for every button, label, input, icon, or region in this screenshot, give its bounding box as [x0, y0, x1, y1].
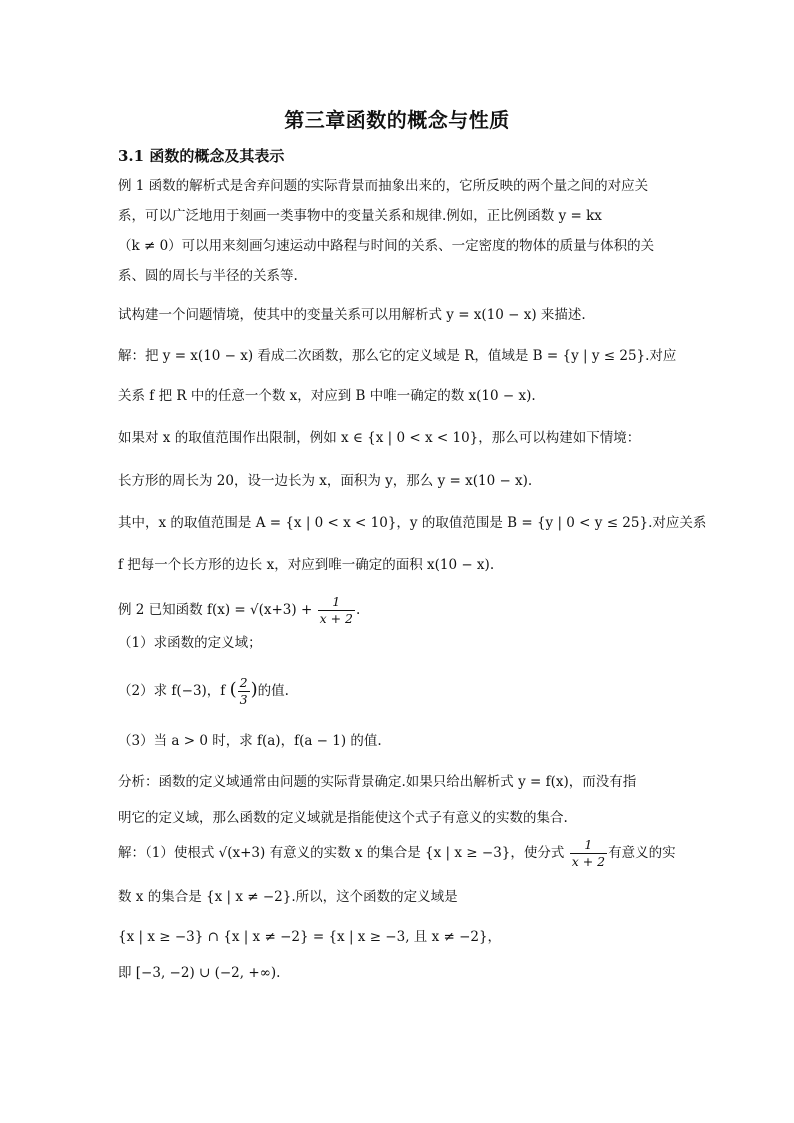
example-2-line [118, 592, 678, 628]
fraction-denominator: x + 2 [319, 611, 353, 626]
solution-line: 即 [−3, −2) ∪ (−2, +∞). [118, 965, 281, 981]
paragraph-line: 例 1 函数的解析式是舍弃问题的实际背景而抽象出来的，它所反映的两个量之间的对应关 [118, 178, 649, 194]
analysis-line: 分析：函数的定义域通常由问题的实际背景确定.如果只给出解析式 y = f(x)，而没有指 [118, 774, 637, 790]
chapter-title: 第三章函数的概念与性质 [284, 108, 510, 132]
solution-line: {x | x ≥ −3} ∩ {x | x ≠ −2} = {x | x ≥ −3, 且 x ≠ −2}， [118, 929, 502, 945]
question-3-line: （3）当 a > 0 时，求 f(a)，f(a − 1) 的值. [118, 733, 382, 749]
solution-text: 解：（1）使根式 √(x+3) 有意义的实数 x 的集合是 {x | x ≥ −3}，使分式 [118, 845, 565, 861]
question-1-line: （1）求函数的定义域； [118, 635, 262, 651]
paragraph-line: 系、圆的周长与半径的关系等. [118, 268, 298, 284]
fraction-denominator: 3 [239, 692, 248, 707]
paragraph-line: （k ≠ 0）可以用来刻画匀速运动中路程与时间的关系、一定密度的物体的质量与体积的关 [118, 238, 655, 254]
punctuation: . [356, 602, 361, 618]
fraction-two-thirds [238, 675, 250, 708]
section-heading: 3.1 函数的概念及其表示 [118, 147, 285, 165]
example-2-text: 例 2 已知函数 f(x) = √(x+3) + [118, 602, 313, 618]
analysis-line: 明它的定义域，那么函数的定义域就是指能使这个式子有意义的实数的集合. [118, 810, 568, 826]
fraction-one-over-x-plus-2 [570, 837, 607, 870]
solution-line [118, 834, 678, 872]
fraction-denominator: x + 2 [571, 854, 606, 869]
question-2-text: （2）求 f(−3)，f [118, 683, 226, 699]
paragraph-line: 如果对 x 的取值范围作出限制，例如 x ∈ {x | 0 < x < 10}，那么可以构建如下情境： [118, 430, 641, 446]
solution-tail: 有意义的实 [608, 845, 676, 861]
paragraph-line: 解：把 y = x(10 − x) 看成二次函数，那么它的定义域是 R，值域是 B = {y | y ≤ 25}.对应 [118, 348, 677, 364]
paragraph-line: 关系 f 把 R 中的任意一个数 x，对应到 B 中唯一确定的数 x(10 − x). [118, 388, 536, 404]
paragraph-line: f 把每一个长方形的边长 x，对应到唯一确定的面积 x(10 − x). [118, 557, 495, 573]
fraction-numerator: 2 [239, 675, 248, 690]
fraction-one-over-x-plus-2 [318, 594, 355, 627]
paragraph-line: 其中，x 的取值范围是 A = {x | 0 < x < 10}，y 的取值范围是 B = {y | 0 < y ≤ 25}.对应关系 [118, 515, 707, 531]
fraction-numerator: 1 [570, 837, 607, 854]
question-2-line: （2）求 f(−3)，f ( $\frac{2}{3}$ )的值. [118, 675, 289, 707]
paragraph-line: 长方形的周长为 20，设一边长为 x，面积为 y，那么 y = x(10 − x). [118, 473, 533, 489]
paragraph-line: 系，可以广泛地用于刻画一类事物中的变量关系和规律.例如，正比例函数 y = kx [118, 208, 602, 224]
fraction-numerator: 1 [318, 594, 355, 611]
solution-line: 数 x 的集合是 {x | x ≠ −2}.所以，这个函数的定义域是 [118, 889, 458, 905]
question-2-tail: 的值. [257, 683, 289, 699]
paragraph-line: 试构建一个问题情境，使其中的变量关系可以用解析式 y = x(10 − x) 来描述. [118, 307, 586, 323]
